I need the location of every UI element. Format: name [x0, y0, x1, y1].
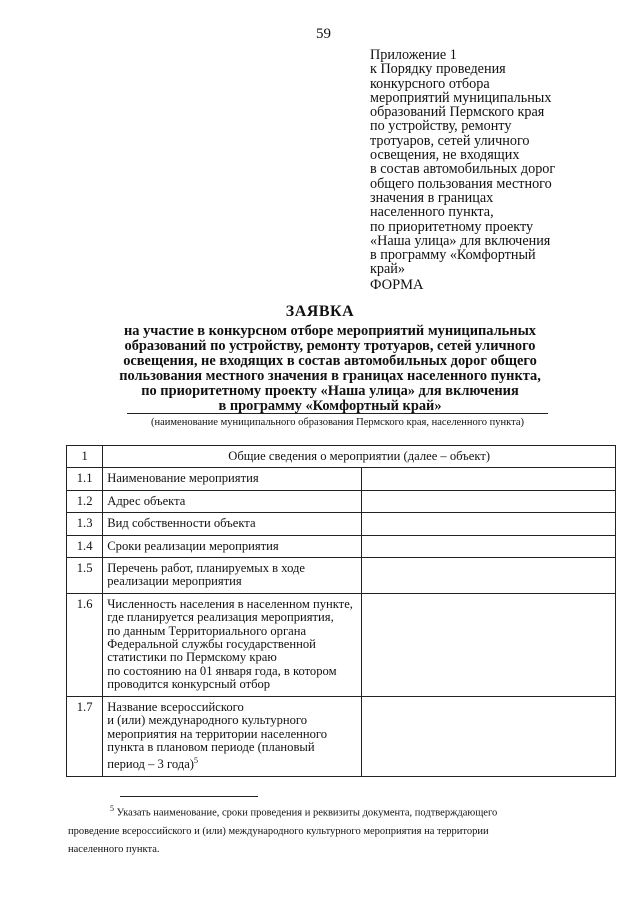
row-value-field[interactable]: [362, 535, 616, 557]
document-subtitle: [60, 324, 600, 414]
row-number: 1.1: [67, 468, 103, 490]
table-header-row: [67, 446, 616, 468]
table-row: [67, 696, 616, 776]
table-row: [67, 535, 616, 557]
appendix-line: общего пользования местного: [370, 175, 552, 192]
row-label-line: Адрес объекта: [107, 493, 186, 508]
row-label-line: Сроки реализации мероприятия: [107, 538, 279, 553]
appendix-line: по устройству, ремонту: [370, 118, 512, 135]
footnote-line: проведение всероссийского и (или) международного культурного мероприятия на территории: [68, 825, 489, 837]
row-label-line: реализации мероприятия: [107, 574, 242, 589]
appendix-line: населенного пункта,: [370, 204, 494, 221]
subtitle-line: на участие в конкурсном отборе мероприятий муниципальных: [123, 323, 537, 339]
row-number: 1.6: [67, 593, 103, 696]
row-label-line: мероприятия на территории населенного: [107, 726, 328, 741]
row-label: [103, 593, 362, 696]
form-label: ФОРМА: [370, 277, 424, 293]
appendix-line: «Наша улица» для включения: [370, 232, 551, 249]
municipality-name-field[interactable]: [127, 413, 548, 414]
footnote: [68, 800, 618, 859]
row-number: 1.3: [67, 513, 103, 535]
row-label-line: [107, 754, 357, 772]
row-value-field[interactable]: [362, 593, 616, 696]
row-label-line: Численность населения в населенном пункте,: [107, 596, 353, 611]
row-value-field[interactable]: [362, 468, 616, 490]
appendix-line: тротуаров, сетей уличного: [370, 132, 530, 149]
appendix-line: мероприятий муниципальных: [370, 89, 552, 106]
row-value-field[interactable]: [362, 696, 616, 776]
table-row: [67, 513, 616, 535]
table-row: [67, 468, 616, 490]
row-label-line: проводится конкурсный отбор: [107, 677, 271, 692]
row-label-line: по состоянию на 01 января года, в котором: [107, 663, 337, 678]
row-label: [103, 513, 362, 535]
row-value-field[interactable]: [362, 513, 616, 535]
row-label-line: статистики по Пермскому краю: [107, 650, 277, 665]
row-label-line: Вид собственности объекта: [107, 516, 256, 531]
row-label-line: по данным Территориального органа: [107, 623, 307, 638]
footnote-line: населенного пункта.: [68, 843, 160, 855]
appendix-reference: [370, 48, 610, 277]
municipality-name-caption: (наименование муниципального образования Пермского края, населенного пункта): [151, 417, 524, 428]
row-label-line: Название всероссийского: [107, 699, 244, 714]
subtitle-line: пользования местного значения в границах населенного пункта,: [119, 368, 541, 384]
appendix-line: в программу «Комфортный: [370, 247, 536, 264]
header-title: Общие сведения о мероприятии (далее – объект): [103, 446, 616, 468]
appendix-line: образований Пермского края: [370, 104, 545, 121]
row-label-line: Перечень работ, планируемых в ходе: [107, 561, 306, 576]
footnote-line: [68, 800, 618, 823]
row-value-field[interactable]: [362, 490, 616, 512]
row-value-field[interactable]: [362, 558, 616, 594]
row-label-text: период – 3 года): [107, 757, 194, 772]
footnote-reference[interactable]: 5: [193, 756, 198, 766]
document-title: ЗАЯВКА: [285, 303, 355, 320]
subtitle-line: в программу «Комфортный край»: [218, 398, 442, 414]
row-number: 1.5: [67, 558, 103, 594]
row-label-line: Федеральной службы государственной: [107, 637, 316, 652]
table-row: [67, 490, 616, 512]
row-label: [103, 535, 362, 557]
row-label: [103, 696, 362, 776]
footnote-separator: [120, 796, 258, 797]
row-label-line: где планируется реализация мероприятия,: [107, 610, 334, 625]
subtitle-line: освещения, не входящих в состав автомобильных дорог общего: [123, 353, 537, 369]
footnote-mark: 5: [110, 804, 114, 813]
appendix-line: по приоритетному проекту: [370, 218, 534, 235]
appendix-line: к Порядку проведения: [370, 61, 506, 78]
row-number: 1.7: [67, 696, 103, 776]
row-label: [103, 468, 362, 490]
appendix-line: конкурсного отбора: [370, 75, 490, 92]
header-number: 1: [67, 446, 103, 468]
appendix-line: край»: [370, 261, 405, 278]
appendix-line: Приложение 1: [370, 47, 457, 63]
row-label-line: и (или) международного культурного: [107, 713, 308, 728]
table-row: [67, 593, 616, 696]
appendix-line: освещения, не входящих: [370, 147, 520, 164]
general-info-table: [66, 445, 616, 777]
row-number: 1.2: [67, 490, 103, 512]
row-label: [103, 490, 362, 512]
row-label-line: Наименование мероприятия: [107, 471, 259, 486]
row-label-line: пункта в плановом периоде (плановый: [107, 739, 315, 754]
table-row: [67, 558, 616, 594]
row-label: [103, 558, 362, 594]
subtitle-line: по приоритетному проекту «Наша улица» для включения: [141, 383, 519, 399]
footnote-text: Указать наименование, сроки проведения и реквизиты документа, подтверждающего: [116, 807, 498, 819]
subtitle-line: образований по устройству, ремонту тротуаров, сетей уличного: [124, 338, 536, 354]
appendix-line: значения в границах: [370, 189, 494, 206]
page-number: 59: [316, 26, 331, 42]
appendix-line: в состав автомобильных дорог: [370, 161, 556, 178]
row-number: 1.4: [67, 535, 103, 557]
